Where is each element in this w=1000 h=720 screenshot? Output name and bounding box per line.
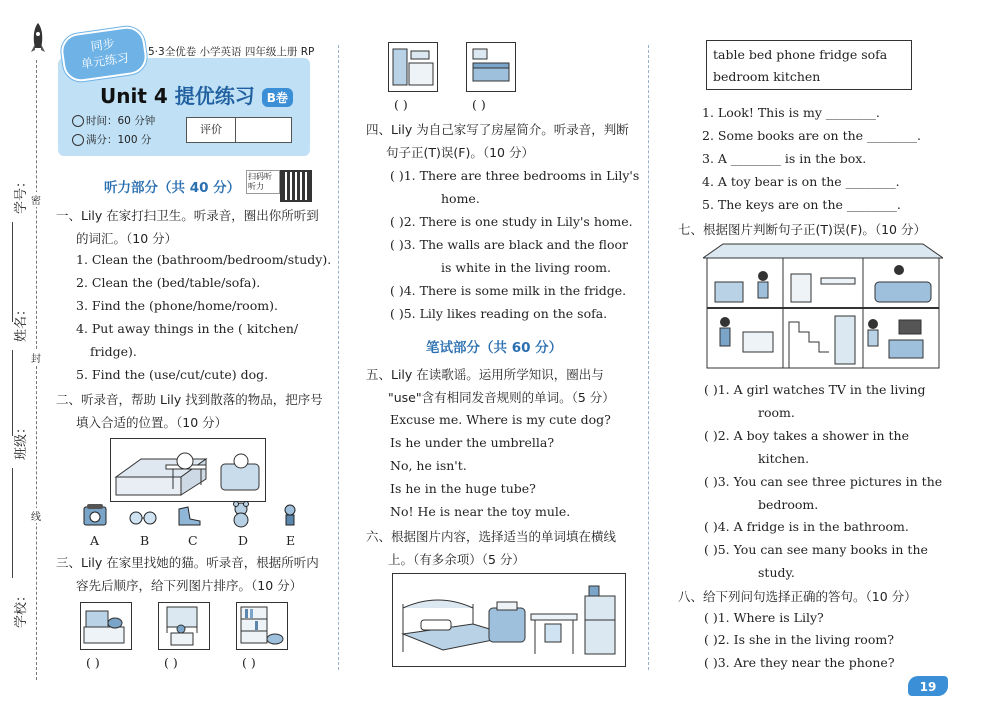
q6-title-line2: 上。（有多余项）（5 分） [388,552,525,567]
q5-line-5: No! He is near the toy mule. [390,504,571,519]
badge-line1: 同步 [89,36,116,54]
q6-item-5: 5. The keys are on the ________. [702,197,901,212]
q5-title-line2: "use"含有相同发音规则的单词。（5 分） [388,390,615,405]
q7-item-5: ( )5. You can see many books in the [704,542,928,557]
q5-line-1: Excuse me. Where is my cute dog? [390,412,611,427]
listening-heading: 听力部分（共 40 分） [104,180,241,196]
q7-item-4: ( )4. A fridge is in the bathroom. [704,519,909,534]
q7-item-1-cont: room. [758,405,795,420]
mark-xian: 线 [31,508,41,523]
binding-line [36,60,37,680]
unit-title-main: 提优练习 [174,84,255,108]
name-label: 姓名： [14,302,29,342]
class-label: 班级： [14,420,29,460]
title-tag: B卷 [262,88,293,107]
rocket-icon [30,22,46,60]
word-box [706,40,912,90]
column-divider-2 [648,45,649,670]
q3-picture-3 [236,602,288,650]
living-room-picture [466,42,516,92]
q2-title-line2: 填入合适的位置。（10 分） [76,415,228,430]
qr-label: 扫码听听力 [246,170,280,194]
unit-title-prefix: Unit 4 [100,84,175,108]
q3-blank-2[interactable]: ( ) [164,655,178,670]
rating-box [186,117,292,143]
q8-item-2: ( )2. Is she in the living room? [704,632,894,647]
q4-title-line2: 句子正(T)误(F)。（10 分） [386,145,534,160]
qr-code-icon [280,170,312,202]
q3-picture-2 [158,602,210,650]
q6-item-2: 2. Some books are on the ________. [702,128,921,143]
q4-item-1-cont: home. [441,191,480,206]
bedroom-scene-image [110,438,266,502]
q1-title-line2: 的词汇。（10 分） [76,231,178,246]
q8-title: 八、给下列问句选择正确的答句。（10 分） [678,589,917,604]
q2-title-line1: 二、听录音，帮助 Lily 找到散落的物品，把序号 [56,392,323,407]
q4-item-2: ( )2. There is one study in Lily's home. [390,214,633,229]
q2-letter-d: D [238,533,249,548]
name-line [12,350,13,436]
q4-title-line1: 四、Lily 为自己家写了房屋简介。听录音，判断 [366,122,629,137]
q6-item-4: 4. A toy bear is on the ________. [702,174,900,189]
mark-feng: 封 [31,350,41,365]
telephone-icon [82,503,108,531]
keys-icon [280,503,300,533]
q4-item-4: ( )4. There is some milk in the fridge. [390,283,627,298]
q4-item-3: ( )3. The walls are black and the floor [390,237,629,252]
school-label: 学校： [14,588,29,628]
q3-title-line2: 容先后顺序，给下列图片排序。（10 分） [76,578,303,593]
glasses-icon [128,510,158,529]
series-title: 5·3全优卷 小学英语 四年级上册 RP [148,46,315,58]
word-box-line-1: table bed phone fridge sofa [713,47,888,62]
top-blank-1[interactable]: ( ) [394,97,408,112]
q1-item-1: 1. Clean the (bathroom/bedroom/study). [76,252,332,267]
q5-line-3: No, he isn't. [390,458,467,473]
kitchen-picture [388,42,438,92]
q7-item-3-cont: bedroom. [758,497,819,512]
q7-item-5-cont: study. [758,565,795,580]
unit-title [100,80,293,109]
bedroom-furniture-image [392,573,626,667]
number-line [12,222,13,322]
student-number-label: 学号： [14,174,29,214]
q3-blank-1[interactable]: ( ) [86,655,100,670]
q3-picture-1 [80,602,132,650]
q3-blank-3[interactable]: ( ) [242,655,256,670]
q3-title-line1: 三、Lily 在家里找她的猫。听录音，根据所听内 [56,555,319,570]
q4-item-1: ( )1. There are three bedrooms in Lily's [390,168,640,183]
q7-item-1: ( )1. A girl watches TV in the living [704,382,926,397]
q2-letter-c: C [188,533,198,548]
page-number: 19 [919,680,937,694]
house-cross-section-image [703,242,943,370]
page-number-badge [908,676,948,696]
word-box-line-2: bedroom kitchen [713,69,821,84]
q2-letter-a: A [90,533,100,548]
q5-line-2: Is he under the umbrella? [390,435,555,450]
rating-label: 评价 [187,118,236,142]
q4-item-3-cont: is white in the living room. [441,260,611,275]
q7-title: 七、根据图片判断句子正(T)误(F)。（10 分） [678,222,926,237]
q2-letter-e: E [286,533,296,548]
q2-letter-b: B [140,533,150,548]
badge-line2: 单元练习 [80,50,130,72]
check-icon [72,134,84,146]
time-limit: 时间：60 分钟 [86,115,156,127]
q7-item-2-cont: kitchen. [758,451,810,466]
q1-item-3: 3. Find the (phone/home/room). [76,298,278,313]
top-blank-2[interactable]: ( ) [472,97,486,112]
q7-item-2: ( )2. A boy takes a shower in the [704,428,909,443]
writing-heading: 笔试部分（共 60 分） [426,340,563,356]
q1-title-line1: 一、Lily 在家打扫卫生。听录音，圈出你所听到 [56,208,319,223]
class-line [12,468,13,578]
q6-item-3: 3. A ________ is in the box. [702,151,867,166]
q1-item-2: 2. Clean the (bed/table/sofa). [76,275,261,290]
q1-item-5: 5. Find the (use/cut/cute) dog. [76,367,269,382]
q7-item-3: ( )3. You can see three pictures in the [704,474,943,489]
q6-title-line1: 六、根据图片内容，选择适当的单词填在横线 [366,529,617,544]
q1-item-4-cont: fridge). [90,344,137,359]
column-divider-1 [338,45,339,670]
teddy-bear-icon [228,500,254,532]
q8-item-1: ( )1. Where is Lily? [704,610,824,625]
q6-item-1: 1. Look! This is my ________. [702,105,880,120]
q1-item-4: 4. Put away things in the ( kitchen/ [76,321,299,336]
q8-item-3: ( )3. Are they near the phone? [704,655,895,670]
full-score: 满分：100 分 [86,134,152,146]
mark-mi: 密 [31,192,41,207]
q5-line-4: Is he in the huge tube? [390,481,536,496]
shoes-icon [176,503,206,531]
clock-icon [72,115,84,127]
q4-item-5: ( )5. Lily likes reading on the sofa. [390,306,608,321]
q5-title-line1: 五、Lily 在读歌谣。运用所学知识，圈出与 [366,367,604,382]
